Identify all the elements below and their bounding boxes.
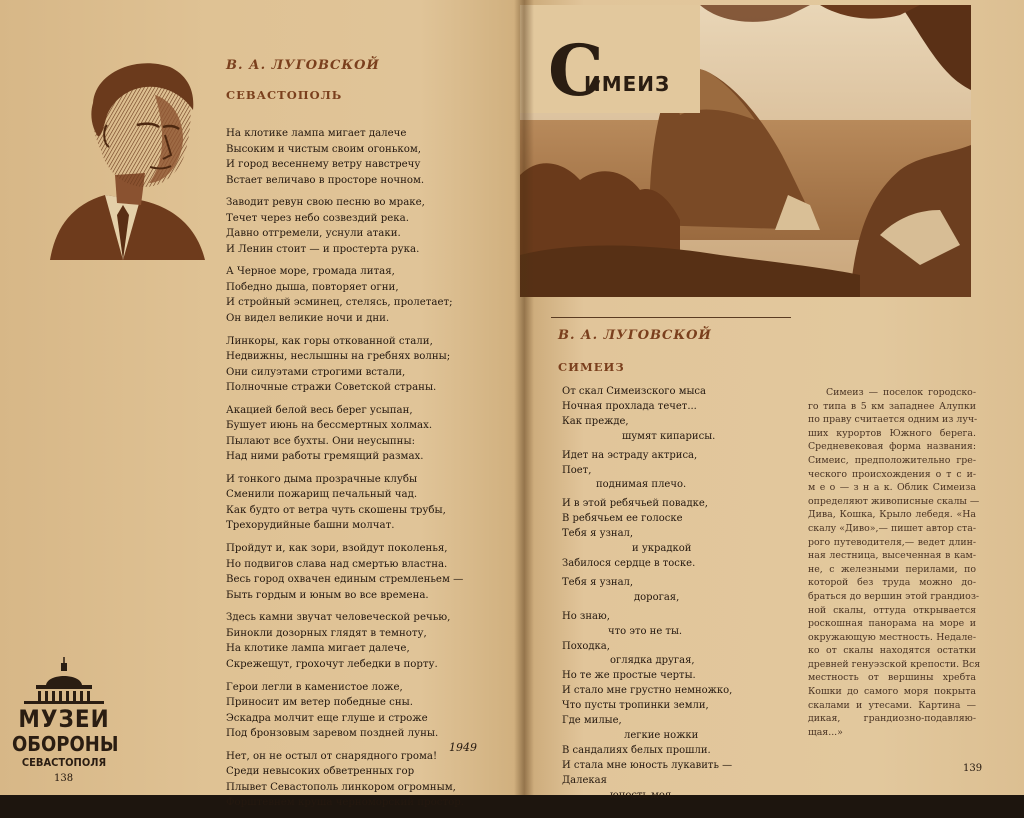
poem-line: Идет на эстраду актриса,: [562, 449, 698, 461]
section-heading-initial: С: [548, 29, 604, 112]
stanza: [226, 680, 471, 742]
stanza: [226, 334, 471, 396]
poem-line: И стало мне грустно немножко,: [562, 685, 733, 697]
museum-logo-line2: ОБОРОНЫ: [12, 732, 119, 756]
poem-line: И стала мне юность лукавить —: [562, 759, 733, 771]
poem-line: Пройдут и, как зори, взойдут поколенья,: [226, 543, 448, 555]
poem-line: Приносит им ветер победные сны.: [226, 697, 413, 708]
stanza: [226, 126, 471, 188]
prose-line: которой без труда можно до-: [808, 577, 976, 589]
book-gutter: [514, 0, 534, 795]
poem-title-right: СИМЕИЗ: [558, 360, 625, 374]
poem-line: И Ленин стоит — и простерта рука.: [226, 243, 420, 255]
poem-line: Сменили пожарищ печальный чад.: [226, 489, 418, 501]
poem-line: Тебя я узнал,: [562, 528, 634, 540]
poem-line: Герои легли в каменистое ложе,: [226, 681, 403, 693]
prose-line: Дива, Кошка, Крыло лебедя. «На: [808, 509, 976, 521]
stanza: [226, 541, 471, 603]
poem-line: Эскадра молчит еще глуше и строже: [226, 712, 428, 724]
poem-author: В. А. ЛУГОВСКОЙ: [226, 58, 380, 73]
poem-line: Над ними работы гремящий размах.: [226, 451, 424, 463]
prose-line: браться до вершин этой грандиоз-: [808, 590, 980, 602]
poem-line: Пылают все бухты. Они неусыпны:: [226, 435, 416, 447]
prose-line: м е о — з н а к. Облик Симеиза: [808, 482, 976, 494]
poem-line: Течет через небо созвездий река.: [226, 212, 409, 224]
poem-line: В ребячьем ее голоске: [562, 513, 683, 525]
poem-line: Они силуэтами строгими встали,: [226, 366, 406, 378]
poem-line: И в этой ребячьей повадке,: [562, 498, 708, 510]
poem-line: Здесь камни звучат человеческой речью,: [226, 612, 451, 624]
stanza: [226, 610, 471, 672]
poem-line: Поет,: [562, 464, 592, 476]
prose-line: ших курортов Южного берега.: [808, 427, 976, 439]
prose-line: Средневековая форма названия:: [808, 441, 976, 453]
poem-line: А Черное море, громада литая,: [226, 266, 395, 278]
prose-line: скалу «Диво»,— пишет автор ста-: [808, 522, 976, 534]
poem-line: Высоким и чистым своим огоньком,: [226, 143, 422, 155]
museum-logo-line3: СЕВАСТОПОЛЯ: [21, 756, 107, 769]
poem-line: Ночная прохлада течет...: [562, 400, 697, 412]
poem-line: Недвижны, неслышны на гребнях волны;: [226, 351, 451, 363]
poem-line: В сандалиях белых прошли.: [562, 744, 711, 756]
prose-line: роскошная панорама на море и: [808, 618, 976, 630]
poem-line: Скрежещут, грохочут лебедки в порту.: [226, 658, 438, 670]
poem-line: Забилося сердце в тоске.: [562, 557, 696, 569]
poem-line: Но те же простые черты.: [562, 670, 696, 682]
poem-line: Среди невысоких обветренных гор: [226, 766, 415, 778]
poem-line: На клотике лампа мигает далече,: [226, 643, 410, 655]
prose-line: ческого происхождения о т с и-: [808, 468, 976, 480]
poem-line: дорогая,: [634, 591, 680, 603]
poem-line: поднимая плечо.: [596, 479, 687, 491]
prose-line: ная лестница, высеченная в кам-: [808, 550, 976, 562]
poem-line: Под бронзовым заревом поздней луны.: [226, 728, 439, 739]
stanza: [226, 195, 471, 257]
stanza: [226, 749, 471, 811]
prose-line: дикая, грандиозно-подавляю-: [808, 713, 976, 725]
prose-line: щая...»: [808, 726, 843, 738]
prose-line: по праву считается одним из луч-: [808, 414, 978, 426]
section-heading-rest: ИМЕИЗ: [584, 72, 671, 96]
poem-line: Линкоры, как горы откованной стали,: [226, 335, 433, 347]
poem-line: Тебя я узнал,: [562, 576, 634, 588]
poem-line: легкие ножки: [624, 729, 699, 741]
museum-logo-line1: МУЗЕИ: [18, 705, 110, 733]
poem-line: Как будто от ветра чуть скошены трубы,: [226, 504, 446, 516]
poem-line: Весь город охвачен единым стремленьем —: [226, 574, 464, 586]
stanza: [226, 403, 471, 465]
poem-line: шумят кипарисы.: [622, 430, 716, 442]
poem-line: Акацией белой весь берег усыпан,: [226, 404, 413, 416]
poem-line: Он видел великие ночи и дни.: [226, 312, 390, 324]
simeiz-description: [808, 386, 981, 739]
prose-line: скалами и утесами. Картина —: [808, 699, 976, 711]
prose-line: ной скалы, оттуда открывается: [808, 604, 976, 616]
prose-line: местность от вершины хребта: [808, 672, 976, 684]
poem-line: Давно отгремели, уснули атаки.: [226, 228, 401, 240]
poem-title: СЕВАСТОПОЛЬ: [226, 88, 343, 102]
prose-line: окружающую местность. Недале-: [808, 631, 976, 643]
poem-line: На клотике лампа мигает далече: [226, 128, 407, 139]
poem-line: что это не ты.: [608, 625, 683, 637]
poem-line: Победно дыша, повторяет огни,: [226, 281, 399, 293]
poem-line: Форштевнем круша черноморский простор.: [226, 797, 464, 809]
poem-line: И стройный эсминец, стелясь, пролетает;: [226, 297, 453, 309]
poem-text: [226, 126, 471, 818]
poem-line: Как прежде,: [562, 415, 629, 427]
poem-line: Но подвигов слава над смертью властна.: [226, 558, 448, 570]
poem-line: Полночные стражи Советской страны.: [226, 382, 437, 394]
poem-line: Где милые,: [562, 715, 622, 727]
poem-line: Походка,: [562, 640, 610, 652]
poem-line: И тонкого дыма прозрачные клубы: [226, 473, 418, 485]
prose-line: Симеис, предположительно гре-: [808, 454, 976, 466]
poem-line: и украдкой: [632, 543, 692, 555]
divider-rule: [551, 317, 791, 318]
author-portrait: [45, 55, 210, 265]
prose-line: рого путеводителя,— ведет длин-: [808, 536, 976, 548]
poem-line: Далекая: [562, 774, 607, 786]
prose-line: древней генуэзской крепости. Вся: [808, 658, 981, 670]
page-number-right: 139: [963, 763, 983, 774]
prose-line: ко от скалы находятся остатки: [808, 645, 976, 657]
poem-line: Быть гордым и юным во все времена.: [226, 589, 429, 601]
section-heading: [548, 29, 688, 112]
poem-line: От скал Симеизского мыса: [562, 386, 706, 397]
page-number-left: 138: [54, 773, 74, 784]
prose-line: Симеиз — поселок городско-: [826, 387, 976, 398]
poem-author-right: В. А. ЛУГОВСКОЙ: [558, 328, 712, 343]
poem-year: 1949: [449, 741, 477, 754]
poem-line: Бушует июнь на бессмертных холмах.: [226, 420, 433, 432]
poem-line: И город весеннему ветру навстречу: [226, 159, 421, 170]
prose-line: определяют живописные скалы —: [808, 495, 980, 507]
prose-line: не, с железными перилами, по: [808, 563, 976, 575]
poem-line: Что пусты тропинки земли,: [562, 700, 709, 712]
prose-line: го типа в 5 км западнее Алупки: [808, 400, 976, 412]
poem-line: Нет, он не остыл от снарядного грома!: [226, 750, 438, 762]
poem-line: Бинокли дозорных глядят в темноту,: [226, 627, 427, 639]
prose-line: Кошки до самого моря покрыта: [808, 686, 976, 698]
poem-line: юность моя.: [610, 789, 675, 801]
poem-text-right: [562, 385, 802, 803]
poem-line: оглядка другая,: [610, 655, 695, 667]
poem-line: Заводит ревун свою песню во мраке,: [226, 197, 425, 209]
poem-line: Плывет Севастополь линкором огромным,: [226, 781, 456, 793]
poem-line: Но знаю,: [562, 610, 610, 622]
stanza: [226, 264, 471, 326]
poem-line: Трехорудийные башни молчат.: [226, 520, 395, 532]
stanza: [226, 472, 471, 534]
poem-line: Встает величаво в просторе ночном.: [226, 174, 425, 186]
